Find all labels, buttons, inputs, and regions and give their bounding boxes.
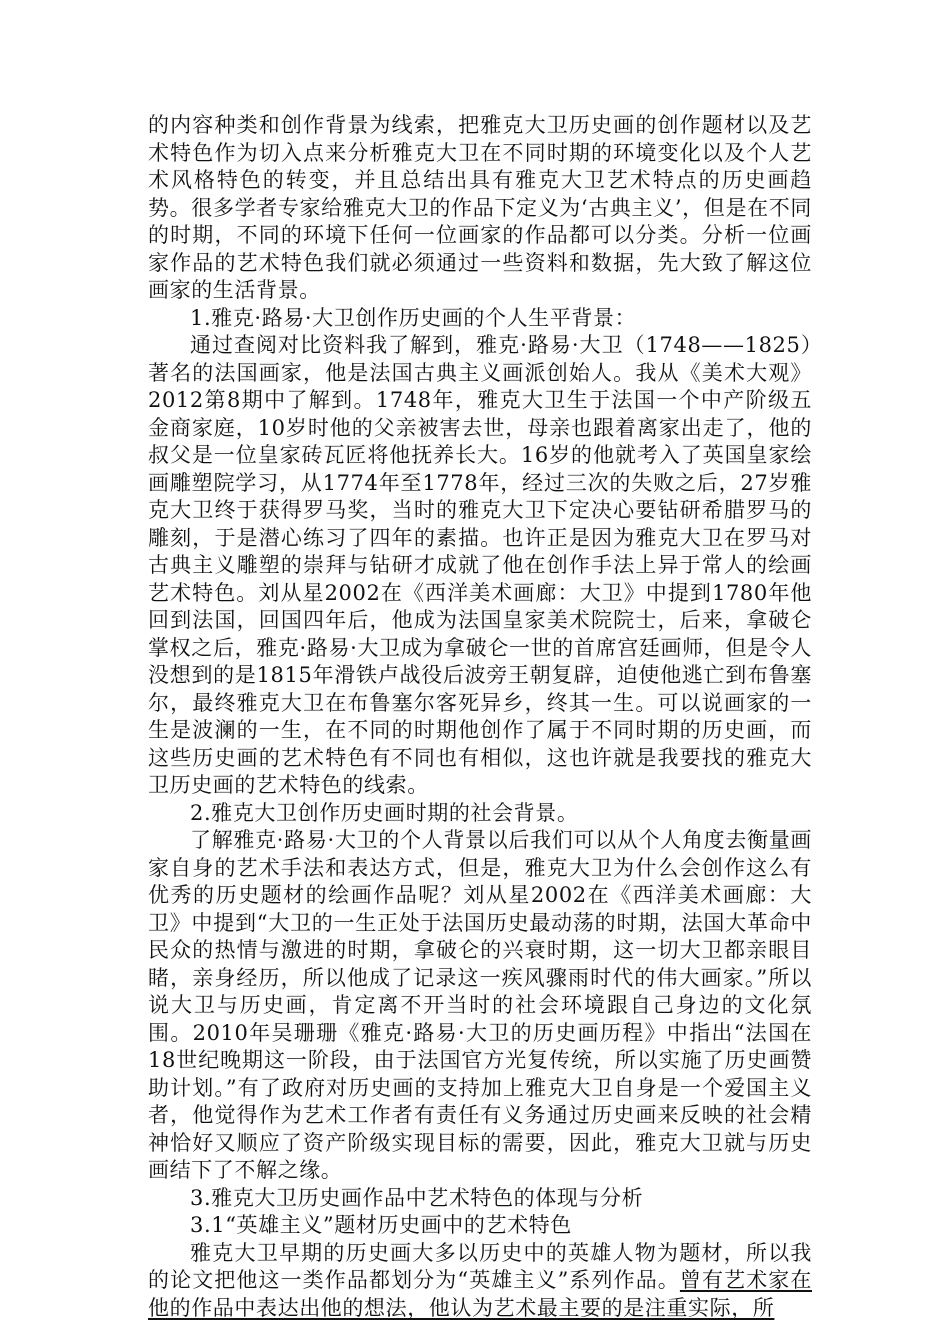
document-body: [148, 112, 812, 1322]
paragraph-biography: 通过查阅对比资料我了解到，雅克·路易·大卫（1748——1825）著名的法国画家，他是法国古典主义画派创始人。我从《美术大观》2012第8期中了解到。1748年，雅克大卫生于法国一个中产阶级五金商家庭，10岁时他的父亲被害去世，母亲也跟着离家出走了，他的叔父是一位皇家砖瓦匠将他抚养长大。16岁的他就考入了英国皇家绘画雕塑院学习，从1774年至1778年，经过三次的失败之后，27岁雅克大卫终于获得罗马奖，当时的雅克大卫下定决心要钻研希腊罗马的雕刻，于是潜心练习了四年的素描。也许正是因为雅克大卫在罗马对古典主义雕塑的崇拜与钻研才成就了他在创作手法上异于常人的绘画艺术特色。刘从星2002在《西洋美术画廊：大卫》中提到1780年他回到法国，回国四年后，他成为法国皇家美术院院士，后来，拿破仑掌权之后，雅克·路易·大卫成为拿破仑一世的首席宫廷画师，但是令人没想到的是1815年滑铁卢战役后波旁王朝复辟，迫使他逃亡到布鲁塞尔，最终雅克大卫在布鲁塞尔客死异乡，终其一生。可以说画家的一生是波澜的一生，在不同的时期他创作了属于不同时期的历史画，而这些历史画的艺术特色有不同也有相似，这也许就是我要找的雅克大卫历史画的艺术特色的线索。: [148, 333, 812, 797]
paragraph-heroism-text: 雅克大卫早期的历史画大多以历史中的英雄人物为题材，所以我的论文把他这一类作品都划分为“英雄主义”系列作品。: [148, 1240, 812, 1292]
paragraph-heroism: [148, 1240, 812, 1323]
subsection-heading-3-1: 3.1“英雄主义”题材历史画中的艺术特色: [190, 1213, 572, 1237]
section-heading-2: 2.雅克大卫创作历史画时期的社会背景。: [190, 800, 579, 825]
paragraph-social-background: 了解雅克·路易·大卫的个人背景以后我们可以从个人角度去衡量画家自身的艺术手法和表达方式，但是，雅克大卫为什么会创作这么有优秀的历史题材的绘画作品呢？刘从星2002在《西洋美术画廊：大卫》中提到“大卫的一生正处于法国历史最动荡的时期，法国大革命中民众的热情与激进的时期，拿破仑的兴衰时期，这一切大卫都亲眼目睹，亲身经历，所以他成了记录这一疾风骤雨时代的伟大画家。”所以说大卫与历史画，肯定离不开当时的社会环境跟自己身边的文化氛围。2010年吴珊珊《雅克·路易·大卫的历史画历程》中指出“法国在18世纪晚期这一阶段，由于法国官方光复传统，所以实施了历史画赞助计划。”有了政府对历史画的支持加上雅克大卫自身是一个爱国主义者，他觉得作为艺术工作者有责任有义务通过历史画来反映的社会精神恰好又顺应了资产阶级实现目标的需要，因此，雅克大卫就与历史画结下了不解之缘。: [148, 828, 812, 1182]
section-heading-3: 3.雅克大卫历史画作品中艺术特色的体现与分析: [190, 1185, 644, 1210]
underlined-text: 曾有艺术家在他的作品中表达出他的想法，他认为艺术最主要的是注重实际，所: [148, 1268, 812, 1320]
paragraph-intro: 的内容种类和创作背景为线索，把雅克大卫历史画的创作题材以及艺术特色作为切入点来分析雅克大卫在不同时期的环境变化以及个人艺术风格特色的转变，并且总结出具有雅克大卫艺术特点的历史画趋势。很多学者专家给雅克大卫的作品下定义为‘古典主义’，但是在不同的时期，不同的环境下任何一位画家的作品都可以分类。分析一位画家作品的艺术特色我们就必须通过一些资料和数据，先大致了解这位画家的生活背景。: [148, 113, 812, 302]
section-heading-1: 1.雅克·路易·大卫创作历史画的个人生平背景：: [190, 305, 637, 330]
